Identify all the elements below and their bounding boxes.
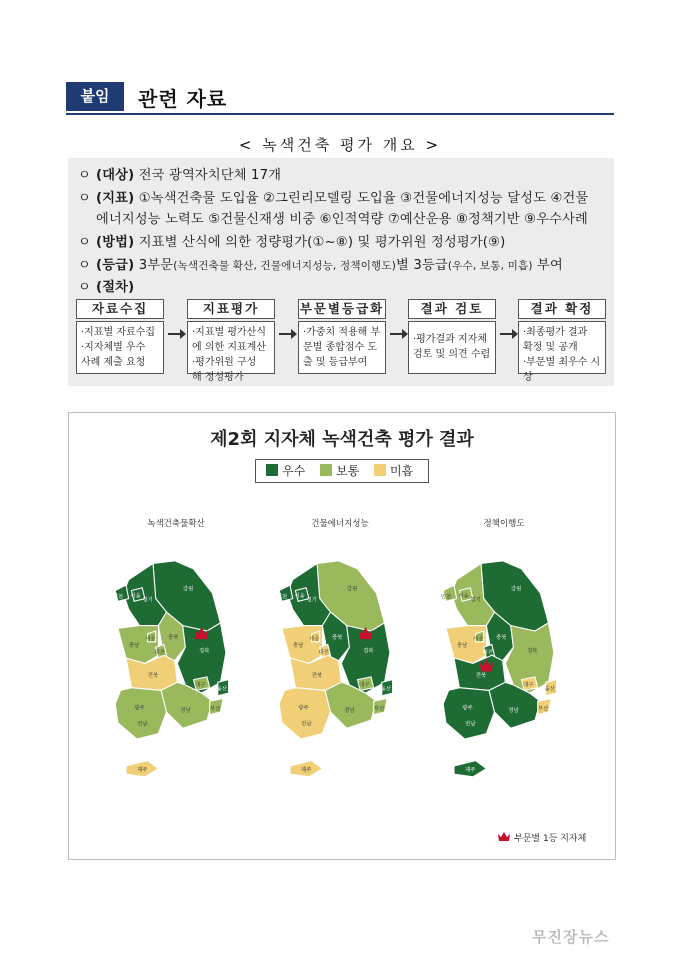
step-data-collection (76, 299, 164, 374)
region-label-daejeon: 대전 (482, 649, 493, 656)
region-label-gangwon: 강원 (346, 586, 358, 593)
korea-maps (69, 413, 615, 859)
region-label-daegu: 대구 (359, 682, 370, 689)
watermark: 무진장뉴스 (532, 928, 610, 946)
region-label-chungbuk: 충북 (496, 635, 507, 642)
region-label-seoul: 서울 (130, 593, 141, 600)
region-label-jeju: 제주 (464, 767, 476, 774)
overview-title: < 녹색건축 평가 개요 > (238, 136, 442, 154)
region-label-gyeongbuk: 경북 (363, 648, 374, 655)
region-label-jeonnam: 전남 (464, 721, 476, 728)
arrow-right-icon (500, 333, 516, 335)
step-final (518, 299, 606, 383)
region-label-chungbuk: 충북 (168, 635, 179, 642)
arrow-right-icon (168, 333, 184, 335)
region-label-gyeongbuk: 경북 (527, 648, 538, 655)
legend-label: 미흡 (390, 464, 414, 478)
region-label-chungnam: 충남 (292, 643, 304, 650)
grade-line (78, 254, 563, 273)
grade-text-pre: 3부문 (134, 258, 174, 273)
bullet: ㅇ (78, 168, 91, 183)
map-0 (113, 561, 229, 777)
result-title: 제2회 지자체 녹색건축 평가 결과 (210, 429, 474, 450)
step-title: 자료수집 (76, 299, 164, 319)
region-label-gwangju: 광주 (134, 705, 145, 712)
grade-text-mid: 별 3등급 (396, 258, 448, 273)
region-label-seoul: 서울 (458, 593, 469, 600)
target-text: 전국 광역자치단체 17개 (134, 168, 282, 183)
overview-box (68, 158, 614, 386)
region-label-seoul: 서울 (294, 593, 305, 600)
region-label-daejeon: 대전 (154, 649, 165, 656)
region-label-gyeongnam: 경남 (180, 708, 191, 714)
indicator-line-2 (96, 208, 588, 227)
region-label-gyeonggi: 경기 (142, 597, 153, 604)
method-text: 지표별 산식에 의한 정량평가(①~⑧) 및 평가위원 정성평가(⑨) (134, 235, 506, 250)
method-label: (방법) (96, 235, 135, 250)
region-label-ulsan: 울산 (544, 686, 556, 693)
map-title-policy: 정책이행도 (483, 519, 525, 529)
indicator-text-2: 에너지성능 노력도 ⑤건물신재생 비중 ⑥인적역량 ⑦예산운용 ⑧정책기반 ⑨우수사례 (96, 212, 588, 227)
region-label-sejong: 세종 (145, 636, 156, 643)
region-jeonnam (443, 688, 494, 739)
region-label-chungbuk: 충북 (332, 635, 343, 642)
arrow-right-icon (279, 333, 295, 335)
procedure-flow (76, 299, 606, 383)
region-label-busan: 부산 (373, 706, 385, 713)
step-title: 부문별등급화 (298, 299, 386, 319)
region-label-daegu: 대구 (523, 682, 534, 689)
crown-legend (497, 831, 586, 844)
result-panel (68, 412, 616, 860)
step-review (408, 299, 496, 374)
region-label-gyeongnam: 경남 (508, 708, 519, 714)
region-label-jeju: 제주 (136, 767, 148, 774)
region-label-ulsan: 울산 (216, 686, 228, 693)
step-title: 결과 확정 (518, 299, 606, 319)
legend-label: 우수 (282, 464, 306, 478)
grade-levels: (우수, 보통, 미흡) (447, 260, 533, 272)
region-label-chungnam: 충남 (456, 643, 468, 650)
section-title: 관련 자료 (138, 87, 228, 111)
bullet: ㅇ (78, 280, 91, 295)
grade-sectors: (녹색건축물 확산, 건물에너지성능, 정책이행도) (173, 260, 397, 272)
region-label-sejong: 세종 (473, 636, 484, 643)
section-header (66, 82, 614, 115)
region-label-busan: 부산 (537, 706, 549, 713)
region-label-jeju: 제주 (300, 767, 312, 774)
step-body: ·최종평가 결과 확정 및 공개 ·부문별 최우수 시상 (518, 321, 606, 374)
bullet: ㅇ (78, 235, 91, 250)
attachment-tag: 붙임 (66, 82, 124, 111)
region-label-incheon: 인천 (440, 594, 452, 601)
method-line (78, 231, 506, 250)
step-body: ·평가결과 지자체 검토 및 의견 수렴 (408, 321, 496, 374)
region-label-jeonbuk: 전북 (475, 672, 487, 679)
region-label-gyeongnam: 경남 (344, 708, 355, 714)
region-label-jeonbuk: 전북 (147, 672, 159, 679)
region-label-incheon: 인천 (112, 594, 124, 601)
crown-note-text: 부문별 1등 지자체 (514, 834, 587, 844)
step-body: ·지표별 자료수집 ·지자체별 우수 사례 제출 요청 (76, 321, 164, 374)
bullet: ㅇ (78, 191, 91, 206)
region-label-sejong: 세종 (309, 636, 320, 643)
indicator-label: (지표) (96, 191, 135, 206)
step-title: 결과 검토 (408, 299, 496, 319)
region-label-gwangju: 광주 (298, 705, 309, 712)
region-label-jeonnam: 전남 (300, 721, 312, 728)
region-label-gangwon: 강원 (510, 586, 522, 593)
procedure-label: (절차) (96, 280, 135, 295)
map-1 (277, 561, 393, 777)
map-title-energy: 건물에너지성능 (311, 519, 369, 529)
grade-text-post: 부여 (532, 258, 563, 273)
bullet: ㅇ (78, 258, 91, 273)
target-line (78, 164, 281, 183)
region-label-gyeonggi: 경기 (306, 597, 317, 604)
region-label-gangwon: 강원 (182, 586, 194, 593)
region-jeonnam (115, 688, 166, 739)
region-label-gwangju: 광주 (462, 705, 473, 712)
region-label-gyeonggi: 경기 (470, 597, 481, 604)
legend-label: 보통 (336, 464, 360, 478)
crown-icon (497, 831, 511, 842)
grade-label: (등급) (96, 258, 135, 273)
region-label-gyeongbuk: 경북 (199, 648, 210, 655)
map-title-green-building: 녹색건축물확산 (147, 519, 205, 529)
region-label-jeonbuk: 전북 (311, 672, 323, 679)
step-title: 지표평가 (187, 299, 275, 319)
target-label: (대상) (96, 168, 135, 183)
region-label-ulsan: 울산 (380, 686, 392, 693)
step-body: ·가중치 적용해 부 문별 종합점수 도 출 및 등급부여 (298, 321, 386, 374)
step-body: ·지표별 평가산식 에 의한 지표계산 ·평가위원 구성 해 정성평가 (187, 321, 275, 374)
region-label-chungnam: 충남 (128, 643, 140, 650)
step-indicator-eval (187, 299, 275, 383)
region-label-daejeon: 대전 (318, 649, 329, 656)
region-label-busan: 부산 (209, 706, 221, 713)
region-label-daegu: 대구 (195, 682, 206, 689)
arrow-right-icon (390, 333, 406, 335)
procedure-line (78, 276, 134, 295)
indicator-text-1: ①녹색건축물 도입율 ②그린리모델링 도입율 ③건물에너지성능 달성도 ④건물 (134, 191, 589, 206)
step-grading (298, 299, 386, 374)
indicator-line (78, 187, 588, 206)
region-label-jeonnam: 전남 (136, 721, 148, 728)
region-jeonnam (279, 688, 330, 739)
region-label-incheon: 인천 (276, 594, 288, 601)
map-2 (441, 561, 557, 777)
